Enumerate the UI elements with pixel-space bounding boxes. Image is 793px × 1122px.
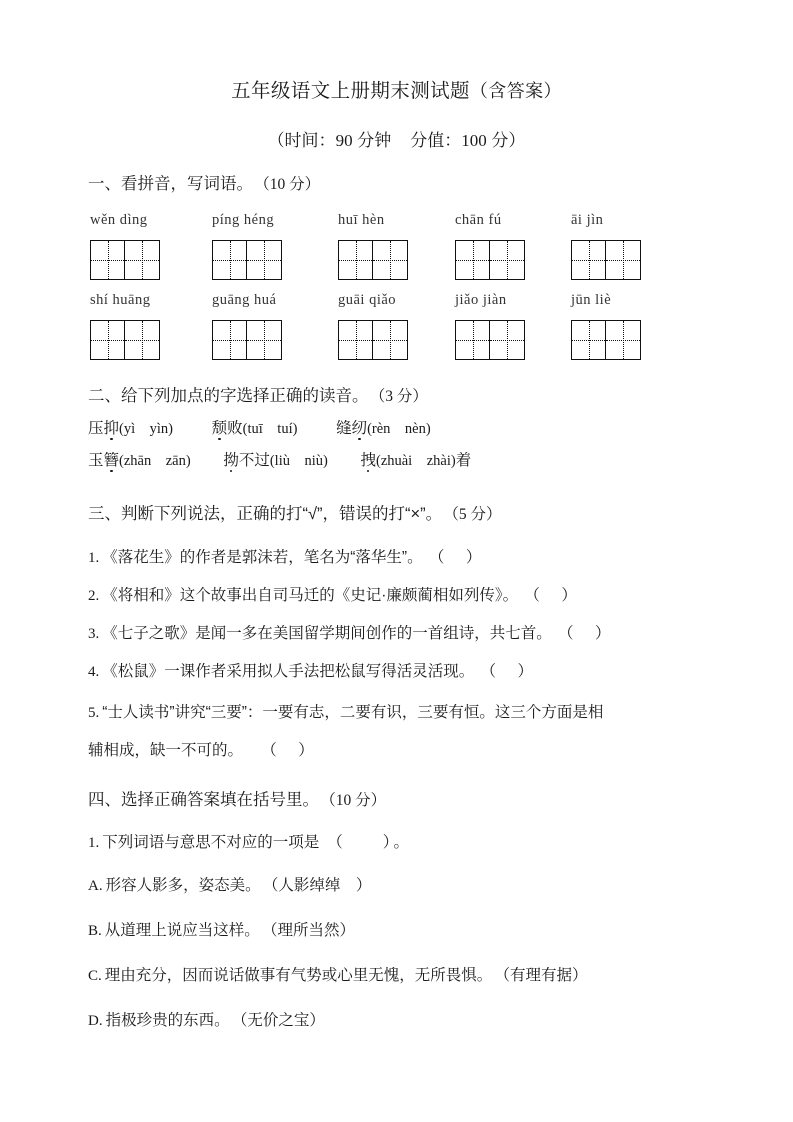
dotted-char: 颓 — [212, 416, 228, 438]
pronunciation-line-1 — [88, 416, 431, 438]
tianzige-box[interactable] — [338, 320, 408, 360]
section-1-heading-text: 一、看拼音，写词语。 — [88, 175, 253, 193]
pronunciation-options[interactable]: (rèn nèn) — [367, 421, 431, 437]
subtitle-score-value: 100 — [461, 131, 487, 150]
tianzige-cell[interactable] — [455, 240, 490, 280]
answer-blank[interactable]: （ ） — [327, 834, 394, 851]
section-3-heading-text: 三、判断下列说法，正确的打“√”，错误的打“×”。 — [88, 505, 443, 523]
dotted-char: 拽 — [360, 448, 376, 470]
pronunciation-item[interactable] — [88, 420, 173, 437]
item-number: 2. — [88, 588, 100, 604]
item-text: 《松鼠》一课作者采用拟人手法把松鼠写得活灵活现。 — [102, 663, 475, 680]
pinyin-label: shí huāng — [90, 292, 151, 308]
option-label: B. — [88, 923, 102, 939]
pinyin-row-1 — [88, 212, 708, 234]
truefalse-item-5-cont — [88, 738, 317, 760]
tianzige-cell[interactable] — [571, 320, 606, 360]
word-text: 不过 — [238, 452, 270, 469]
option-answer: （无价之宝） — [239, 1012, 325, 1029]
dotted-char: 纫 — [352, 416, 368, 438]
pronunciation-item[interactable] — [223, 452, 328, 469]
subtitle-time-label: （时间： — [267, 131, 336, 150]
pronunciation-options[interactable]: (zhuài zhài) — [375, 453, 456, 469]
section-2-heading — [88, 382, 428, 406]
pinyin-label: guāng huá — [212, 292, 277, 308]
pinyin-label: píng héng — [212, 212, 275, 228]
section-2-points: （3 分） — [377, 388, 428, 405]
tianzige-row-1 — [88, 240, 708, 282]
tianzige-box[interactable] — [90, 320, 160, 360]
pinyin-label: āi jìn — [571, 212, 604, 228]
tianzige-cell[interactable] — [90, 240, 125, 280]
tianzige-box[interactable] — [212, 320, 282, 360]
tianzige-cell[interactable] — [338, 320, 373, 360]
choice-option-a[interactable] — [88, 873, 371, 895]
tianzige-box[interactable] — [571, 240, 641, 280]
subtitle-score-unit: 分） — [486, 131, 526, 150]
item-text: 辅相成，缺一不可的。 — [88, 742, 244, 759]
item-text: 下列词语与意思不对应的一项是 — [102, 834, 320, 851]
tianzige-cell[interactable] — [212, 240, 247, 280]
tianzige-box[interactable] — [212, 240, 282, 280]
pinyin-label: guāi qiǎo — [338, 292, 397, 308]
answer-blank[interactable]: （ ） — [436, 549, 485, 566]
page-title-main: 五年级语文上册期末测试题 — [231, 80, 470, 102]
pronunciation-item[interactable] — [212, 420, 298, 437]
answer-blank[interactable]: （ ） — [488, 663, 537, 680]
choice-option-b[interactable] — [88, 918, 355, 940]
pinyin-label: huī hèn — [338, 212, 385, 228]
truefalse-item-5 — [88, 700, 603, 722]
tianzige-cell[interactable] — [571, 240, 606, 280]
tianzige-cell[interactable] — [455, 320, 490, 360]
answer-blank[interactable]: （ ） — [269, 742, 317, 759]
option-text: 形容人影多，姿态美。 — [105, 877, 261, 894]
tianzige-cell[interactable] — [247, 240, 282, 280]
tianzige-box[interactable] — [338, 240, 408, 280]
word-text: 败 — [227, 420, 243, 437]
word-text: 缝 — [336, 420, 352, 437]
section-3-heading — [88, 500, 502, 524]
pronunciation-line-2 — [88, 448, 471, 470]
pinyin-label: wěn dìng — [90, 212, 148, 228]
option-label: D. — [88, 1013, 103, 1029]
page-title — [0, 75, 793, 103]
tianzige-cell[interactable] — [606, 320, 641, 360]
pronunciation-item[interactable] — [88, 452, 191, 469]
pronunciation-item[interactable] — [360, 452, 471, 469]
section-4-heading — [88, 786, 386, 810]
item-text: 《落花生》的作者是郭沫若，笔名为“落华生”。 — [102, 549, 423, 566]
choice-option-d[interactable] — [88, 1008, 325, 1030]
tianzige-cell[interactable] — [338, 240, 373, 280]
tianzige-cell[interactable] — [373, 320, 408, 360]
pronunciation-item[interactable] — [336, 420, 431, 437]
item-number: 4. — [88, 664, 100, 680]
item-text: 《七子之歌》是闻一多在美国留学期间创作的一首组诗，共七首。 — [102, 625, 552, 642]
item-number: 1. — [88, 835, 100, 851]
section-1-points: （10 分） — [262, 176, 321, 193]
page-title-answer-note: （含答案） — [469, 81, 562, 101]
answer-blank[interactable]: （ ） — [565, 625, 614, 642]
option-text: 指极珍贵的东西。 — [105, 1012, 230, 1029]
pronunciation-options[interactable]: (zhān zān) — [119, 453, 191, 469]
tianzige-cell[interactable] — [490, 240, 525, 280]
section-4-heading-text: 四、选择正确答案填在括号里。 — [88, 791, 319, 809]
tianzige-row-2 — [88, 320, 708, 362]
dotted-char: 抑 — [104, 416, 120, 438]
pinyin-label: jūn liè — [571, 292, 612, 308]
pronunciation-options[interactable]: (tuī tuí) — [242, 421, 298, 437]
option-text: 理由充分，因而说话做事有气势或心里无愧，无所畏惧。 — [104, 967, 493, 984]
section-3-points: （5 分） — [451, 506, 502, 523]
subtitle-time-value: 90 — [335, 131, 353, 150]
truefalse-item-4 — [88, 659, 536, 681]
item-text: 《将相和》这个故事出自司马迁的《史记·廉颇蔺相如列传》。 — [102, 587, 519, 604]
item-text-tail: 。 — [393, 834, 410, 851]
answer-blank[interactable]: （ ） — [532, 587, 580, 604]
tianzige-box[interactable] — [571, 320, 641, 360]
item-number: 5. — [88, 705, 100, 721]
pinyin-label: chān fú — [455, 212, 502, 228]
word-text: 着 — [455, 452, 472, 469]
subtitle-score-label: 分值： — [410, 131, 462, 150]
section-1-heading — [88, 170, 320, 194]
tianzige-cell[interactable] — [373, 240, 408, 280]
dotted-char: 簪 — [104, 448, 120, 470]
tianzige-box[interactable] — [455, 240, 525, 280]
choice-option-c[interactable] — [88, 963, 588, 985]
option-label: C. — [88, 968, 102, 984]
truefalse-item-1 — [88, 545, 484, 567]
option-answer: （有理有据） — [502, 967, 588, 984]
option-label: A. — [88, 878, 103, 894]
word-text: 玉 — [88, 452, 104, 469]
dotted-char: 拗 — [223, 448, 239, 470]
tianzige-box[interactable] — [455, 320, 525, 360]
tianzige-cell[interactable] — [247, 320, 282, 360]
pinyin-label: jiǎo jiàn — [455, 292, 507, 308]
tianzige-cell[interactable] — [212, 320, 247, 360]
pinyin-row-2 — [88, 292, 708, 314]
option-answer: （理所当然） — [269, 922, 356, 939]
tianzige-cell[interactable] — [90, 320, 125, 360]
tianzige-cell[interactable] — [125, 320, 160, 360]
section-2-heading-text: 二、给下列加点的字选择正确的读音。 — [88, 387, 369, 405]
option-answer: （人影绰绰 ） — [270, 877, 372, 894]
item-number: 1. — [88, 550, 100, 566]
tianzige-box[interactable] — [90, 240, 160, 280]
page-subtitle — [0, 126, 793, 151]
truefalse-item-3 — [88, 621, 614, 643]
truefalse-item-2 — [88, 583, 580, 605]
item-number: 3. — [88, 626, 100, 642]
subtitle-time-unit: 分钟 — [352, 131, 392, 150]
section-4-points: （10 分） — [328, 792, 387, 809]
item-text: “士人读书”讲究“三要”：一要有志，二要有识，三要有恒。这三个方面是相 — [102, 704, 604, 721]
pronunciation-options[interactable]: (yì yìn) — [119, 421, 173, 437]
pronunciation-options[interactable]: (liù niù) — [269, 453, 328, 469]
tianzige-cell[interactable] — [125, 240, 160, 280]
tianzige-cell[interactable] — [490, 320, 525, 360]
tianzige-cell[interactable] — [606, 240, 641, 280]
option-text: 从道理上说应当这样。 — [104, 922, 260, 939]
word-text: 压 — [88, 420, 104, 437]
choice-question-1 — [88, 830, 409, 852]
